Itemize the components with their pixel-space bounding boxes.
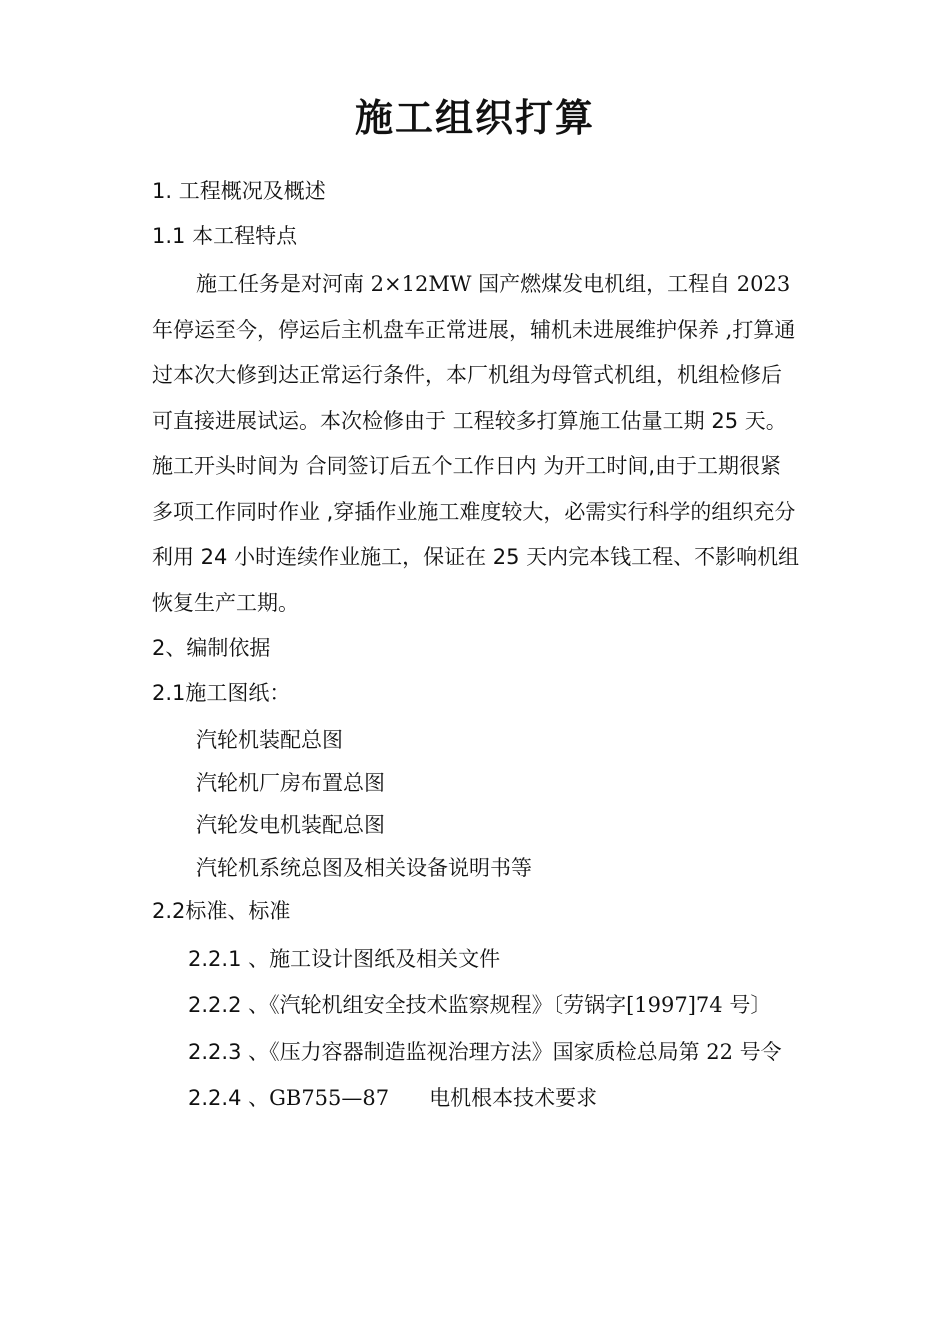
paragraph-run: 工程 xyxy=(452,408,495,433)
standard-number: 2.2.4 、 xyxy=(188,1086,270,1110)
section-2-2-heading: 2.2标准、标准 xyxy=(152,899,291,923)
section-2-heading: 2、编制依据 xyxy=(152,636,271,660)
paragraph-run: 为开工时间,由于工期很紧多项工作同时作业 ,穿插作业施工难度较大，必需实行科学的组织充分 利用 24 小时连续作业施工，保证在 25 天内完本钱工程、不影响机组恢复生产工期。 xyxy=(152,454,800,615)
standard-text: 《汽轮机组安全技术监察规程》〔劳锅字[1997]74 号〕 xyxy=(269,993,772,1017)
drawing-list-item: 汽轮机系统总图及相关设备说明书等 xyxy=(196,856,532,880)
project-description-paragraph xyxy=(152,262,802,626)
standard-item xyxy=(188,944,500,974)
paragraph-run: 河南 2×12MW 国产燃煤发电机组，工程自 2023 年停运至今，停运后主机盘车正常进展，辅机未进展维护保养 ,打算通过本次大修到达正常运行条件，本厂机组为母管式机组，机组检修后可直接进展试运。本次检修由于 xyxy=(152,272,796,433)
paragraph-run: 施工任务是对 xyxy=(196,272,322,296)
section-1-heading: 1. 工程概况及概述 xyxy=(152,179,326,203)
drawing-list-item: 汽轮发电机装配总图 xyxy=(196,813,385,837)
section-2-1-heading: 2.1施工图纸： xyxy=(152,681,291,705)
document-title: 施工组织打算 xyxy=(354,96,595,140)
drawing-list-item: 汽轮机厂房布置总图 xyxy=(196,771,385,795)
standard-item xyxy=(188,1083,597,1113)
standard-item xyxy=(188,990,771,1020)
standard-number: 2.2.2 、 xyxy=(188,993,270,1017)
drawing-list-item: 汽轮机装配总图 xyxy=(196,728,343,752)
paragraph-run: 施工估量工期 25 天。 施工开头时间为 xyxy=(152,408,787,478)
standard-text: 施工设计图纸及相关文件 xyxy=(269,947,501,971)
paragraph-run: 合同签订后五个工作日内 xyxy=(305,454,544,478)
standard-number: 2.2.1 、 xyxy=(188,947,270,971)
section-1-1-heading: 1.1 本工程特点 xyxy=(152,224,298,248)
paragraph-run: 较多打算 xyxy=(494,408,579,433)
standard-text: 《压力容器制造监视治理方法》国家质检总局第 22 号令 xyxy=(269,1040,782,1064)
standard-text: GB755—87 电机根本技术要求 xyxy=(269,1086,598,1110)
standard-item xyxy=(188,1037,782,1067)
standard-number: 2.2.3 、 xyxy=(188,1040,270,1064)
